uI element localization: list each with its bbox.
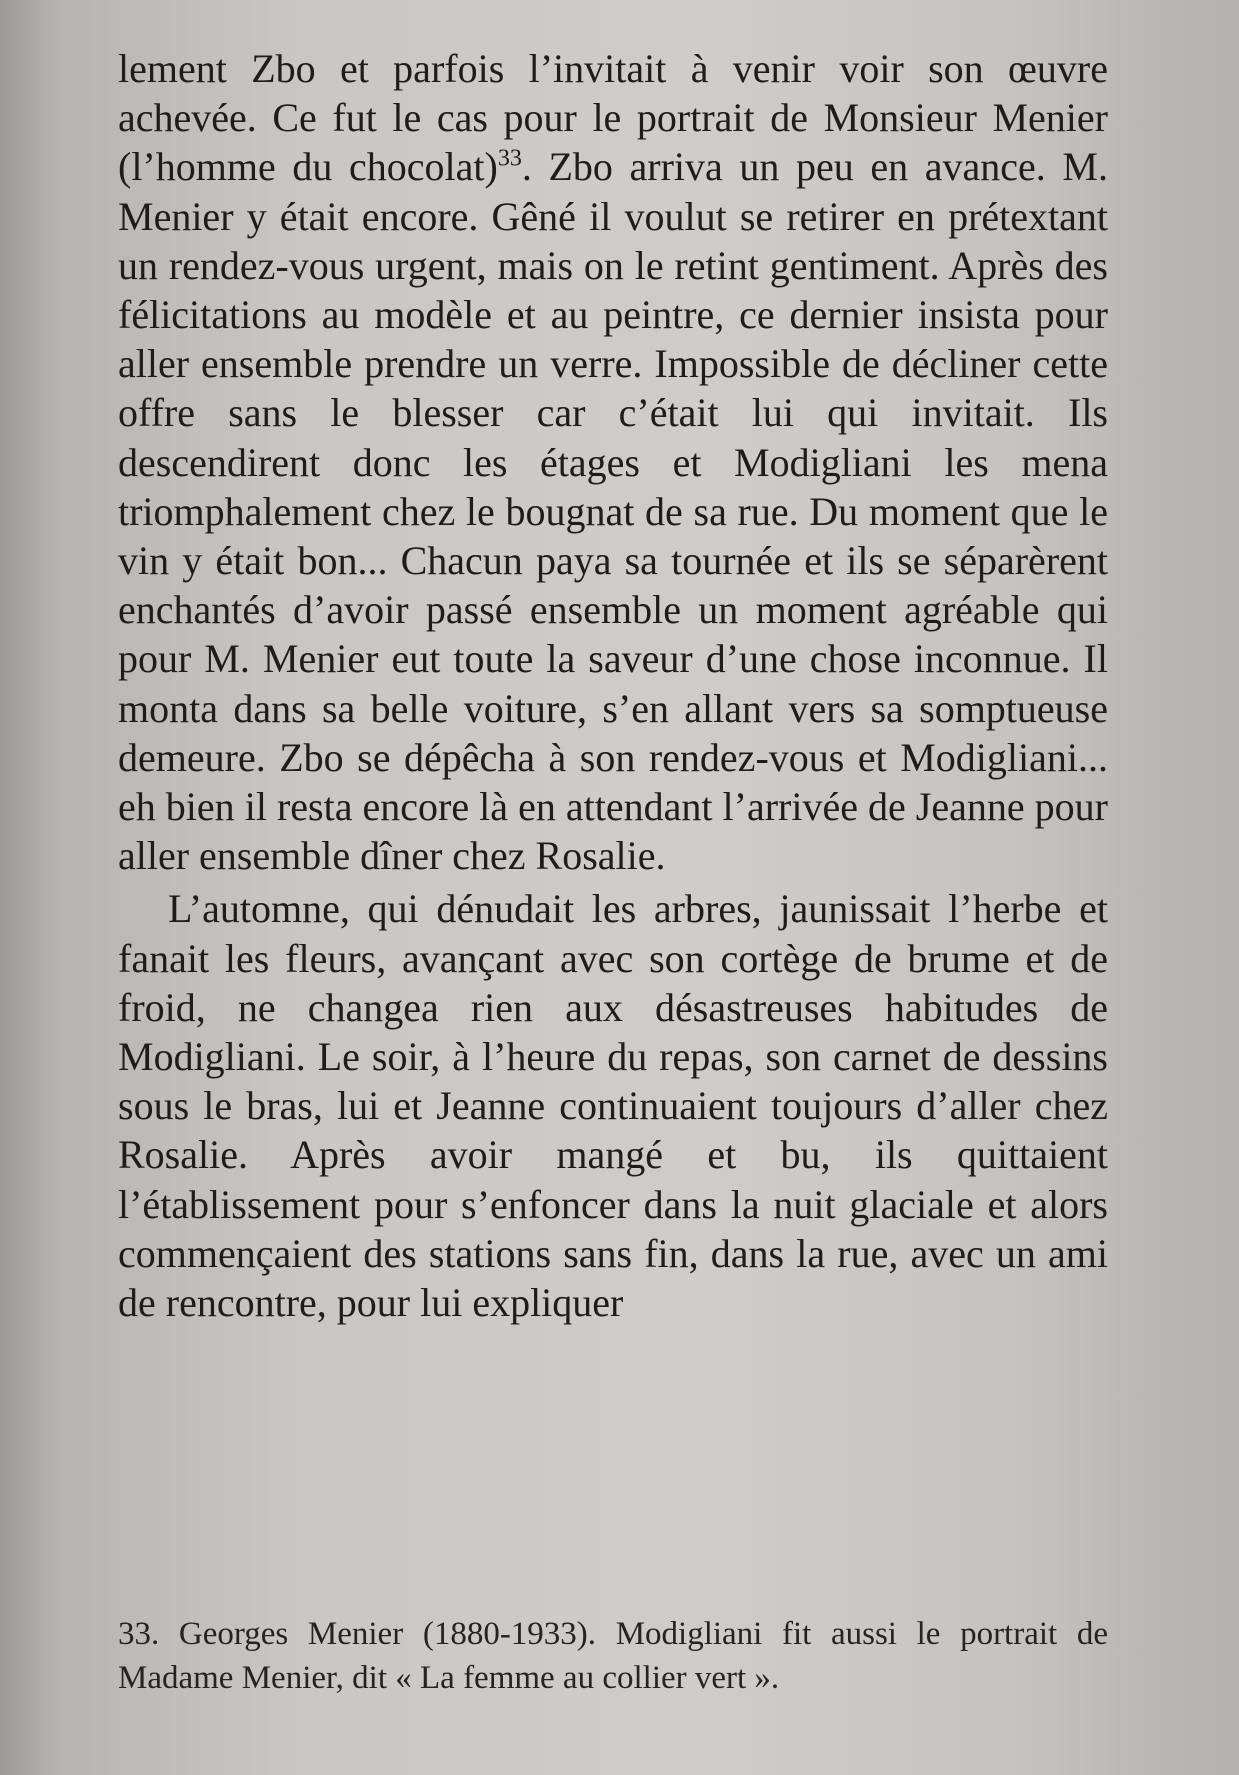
body-text xyxy=(118,44,1108,1327)
footnote-reference: 33 xyxy=(497,146,522,173)
footnote xyxy=(118,1612,1108,1700)
footnote-text: 33. Georges Menier (1880-1933). Modigliani fit aussi le portrait de Madame Menier, dit « La femme au collier vert ». xyxy=(118,1616,1108,1696)
paragraph-1-text-continued: . Zbo arriva un peu en avance. M. Menier y était encore. Gêné il voulut se retirer en prétextant un rendez-vous urgent, mais on le retint gentiment. Après des félicitations au modèle et au peintre, ce dernier insista pour aller ensemble prendre un verre. Impossible de décliner cette offre sans le blesser car c’était lui qui invitait. Ils descendirent donc les étages et Modigliani les mena triomphalement chez le bougnat de sa rue. Du moment que le vin y était bon... Chacun paya sa tournée et ils se séparèrent enchantés d’avoir passé ensemble un moment agréable qui pour M. Menier eut toute la saveur d’une chose inconnue. Il monta dans sa belle voiture, s’en allant vers sa somptueuse demeure. Zbo se dépêcha à son rendez-vous et Modigliani... eh bien il resta encore là en attendant l’arrivée de Jeanne pour aller ensemble dîner chez Rosalie. xyxy=(118,144,1108,879)
paragraph-2: L’automne, qui dénudait les arbres, jaunissait l’herbe et fanait les fleurs, avançant avec son cortège de brume et de froid, ne changea rien aux désastreuses habitudes de Modigliani. Le soir, à l’heure du repas, son carnet de dessins sous le bras, lui et Jeanne continuaient toujours d’aller chez Rosalie. Après avoir mangé et bu, ils quittaient l’établissement pour s’enfoncer dans la nuit glaciale et alors commençaient des stations sans fin, dans la rue, avec un ami de rencontre, pour lui expliquer xyxy=(118,886,1108,1326)
paragraph-1 xyxy=(118,44,1108,880)
paragraph-1-text: lement Zbo et parfois l’invitait à venir voir son œuvre achevée. Ce fut le cas pour le portrait de Monsieur Menier (l’homme du chocolat) xyxy=(118,46,1108,190)
